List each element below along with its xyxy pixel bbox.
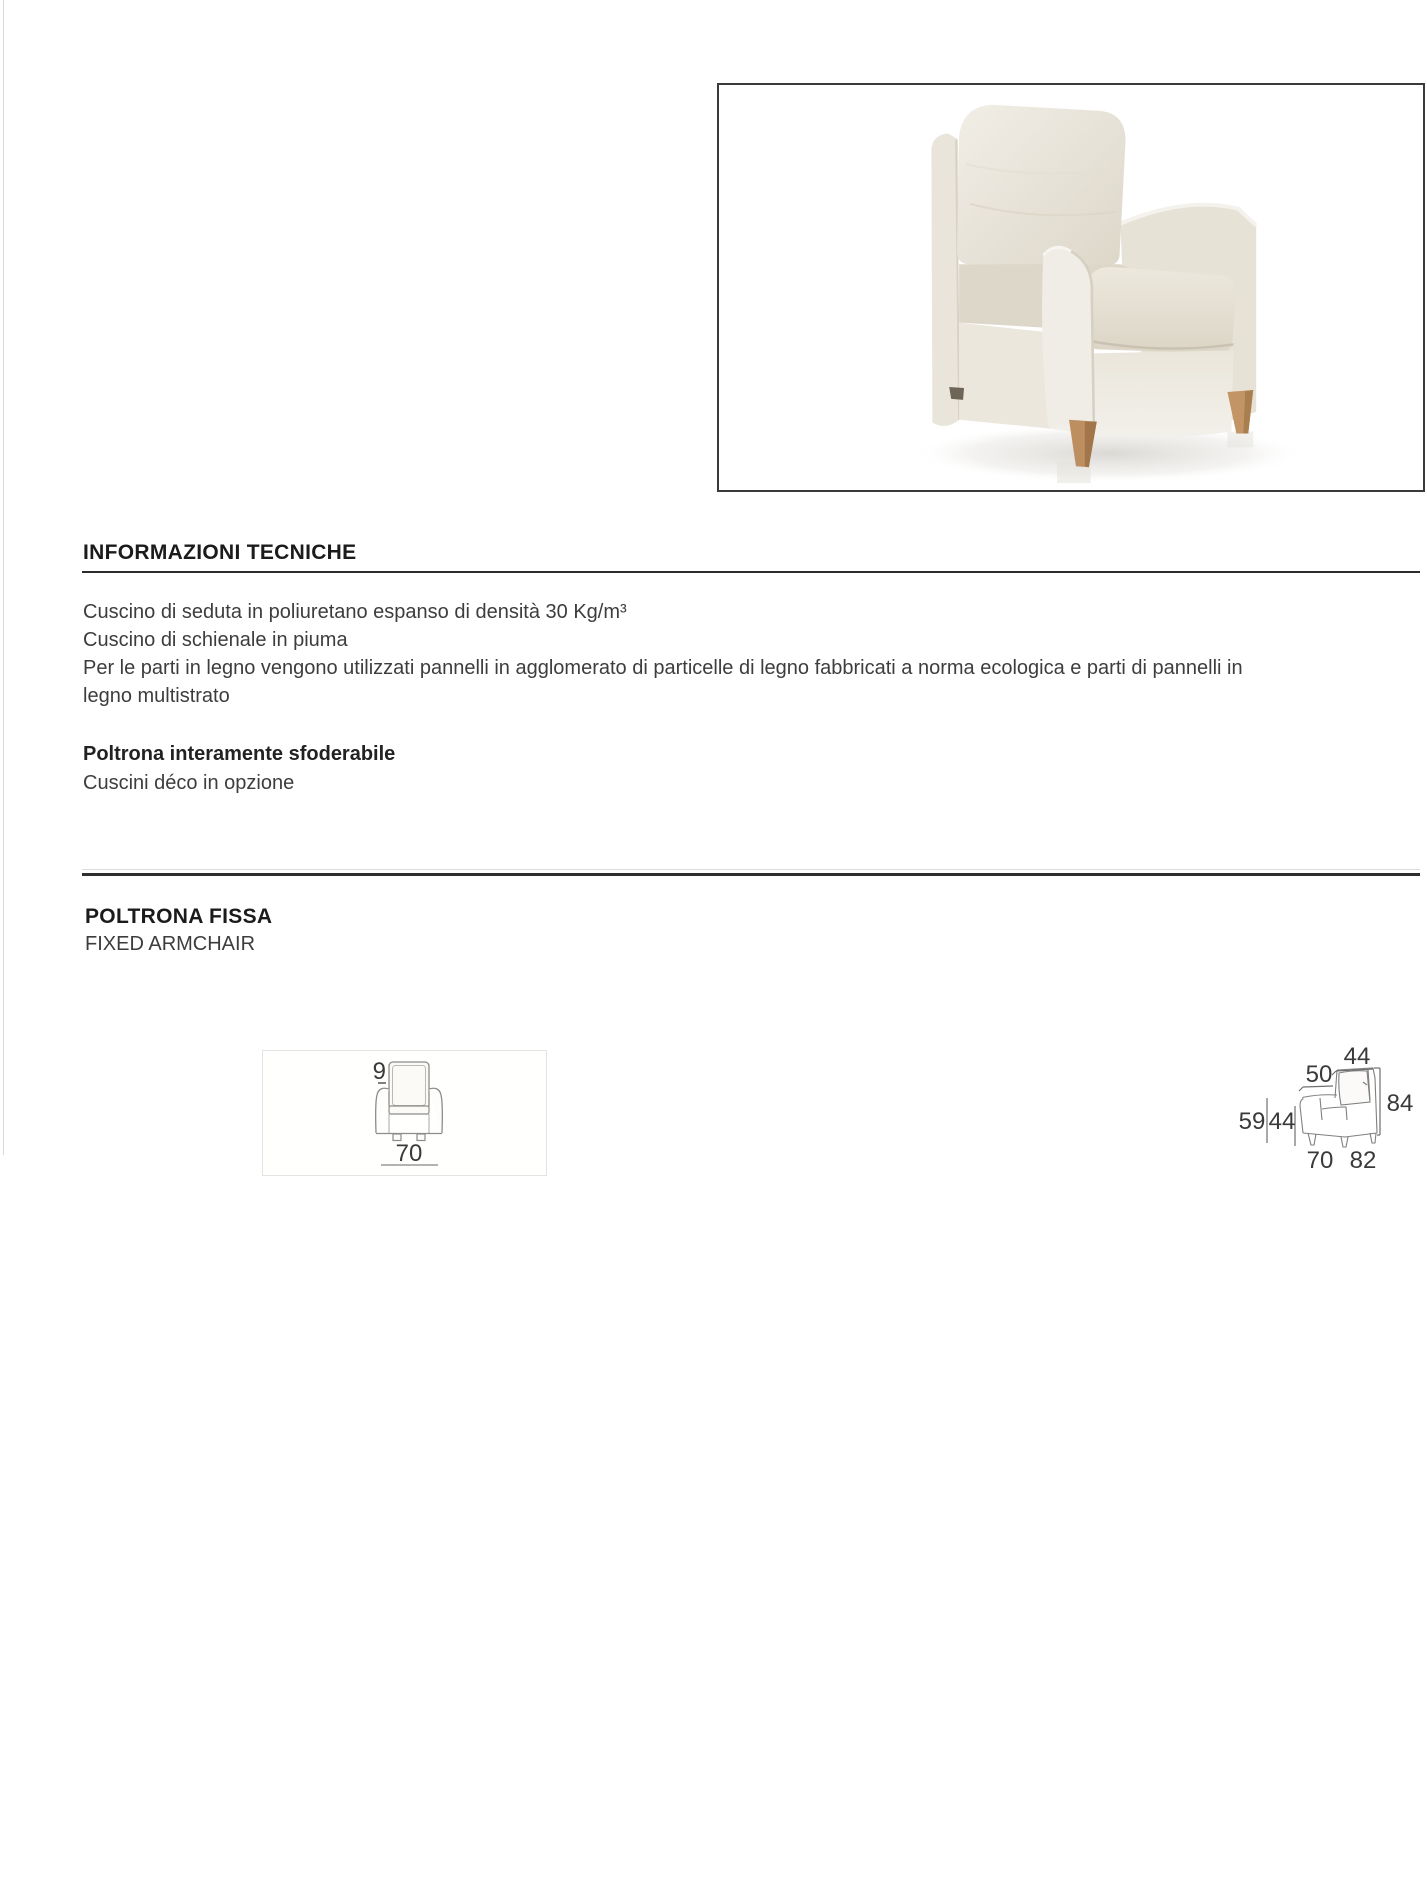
removable-cover-note: Poltrona interamente sfoderabile <box>83 743 396 765</box>
side-armrest-height-label: 59 <box>1238 1108 1266 1135</box>
product-photo-frame <box>717 83 1425 492</box>
armchair-photo <box>719 85 1423 490</box>
side-view-drawing <box>1232 1040 1417 1175</box>
side-seat-height-label: 44 <box>1268 1108 1296 1135</box>
front-view-box <box>262 1050 547 1176</box>
heading-rule <box>82 571 1420 573</box>
section-divider-light <box>82 869 1420 870</box>
tech-info-paragraph <box>83 598 1243 710</box>
tech-info-notes <box>83 740 395 798</box>
side-total-depth-label: 82 <box>1349 1147 1377 1174</box>
product-name-it: POLTRONA FISSA <box>85 905 273 928</box>
front-view-drawing <box>263 1051 546 1175</box>
side-total-height-label: 84 <box>1386 1090 1414 1117</box>
tech-info-line: Cuscino di schienale in piuma <box>83 629 348 651</box>
side-seat-depth-label: 50 <box>1305 1061 1333 1088</box>
side-back-top-depth-label: 44 <box>1343 1043 1371 1070</box>
front-seat-width-label: 70 <box>395 1140 423 1167</box>
tech-info-line: Per le parti in legno vengono utilizzati pannelli in agglomerato di particelle di legno fabbricati a norma ecologica e parti di pannelli in <box>83 657 1243 679</box>
deco-cushions-note: Cuscini déco in opzione <box>83 772 295 794</box>
tech-info-heading: INFORMAZIONI TECNICHE <box>83 541 357 564</box>
front-backrest-thickness-label: 9 <box>372 1058 386 1085</box>
side-view-drawing-wrap <box>1232 1040 1417 1175</box>
side-front-width-label: 70 <box>1306 1147 1334 1174</box>
tech-info-line: Cuscino di seduta in poliuretano espanso di densità 30 Kg/m³ <box>83 601 627 623</box>
page-edge-line <box>3 0 4 1155</box>
product-name-en: FIXED ARMCHAIR <box>85 933 256 955</box>
section-divider <box>82 873 1420 876</box>
tech-info-line: legno multistrato <box>83 685 230 707</box>
